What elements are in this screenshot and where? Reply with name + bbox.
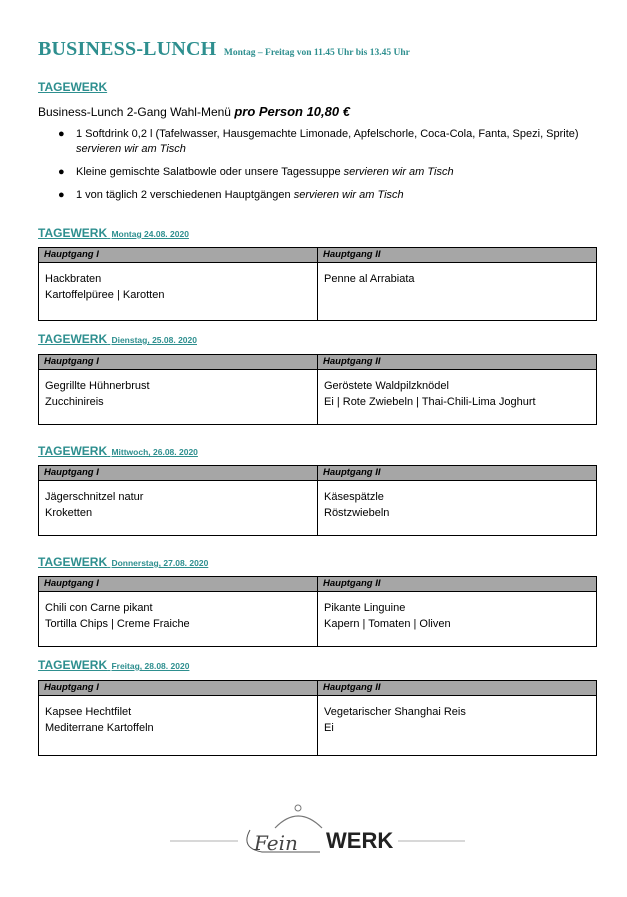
- dish-cell: [39, 263, 318, 321]
- day-date: Freitag, 28.08. 2020: [111, 661, 190, 671]
- menu-table-friday: [38, 680, 597, 756]
- day-heading-monday: [38, 226, 189, 240]
- day-title: TAGEWERK: [38, 226, 108, 240]
- column-header: Hauptgang I: [39, 248, 318, 263]
- dish-cell: [39, 370, 318, 425]
- bullet-icon: ●: [58, 189, 65, 201]
- day-heading-friday: [38, 658, 189, 672]
- bullet-text: 1 von täglich 2 verschiedenen Hauptgängen: [76, 189, 291, 201]
- logo-bold-text: WERK: [326, 828, 394, 853]
- intro-text: Business-Lunch 2-Gang Wahl-Menü: [38, 105, 231, 119]
- column-header: Hauptgang II: [318, 466, 597, 481]
- dish-name: Vegetarischer Shanghai Reis: [324, 706, 466, 718]
- day-title: TAGEWERK: [38, 555, 108, 569]
- menu-table-tuesday: [38, 354, 597, 425]
- bullet-note: servieren wir am Tisch: [293, 189, 404, 201]
- day-title: TAGEWERK: [38, 444, 108, 458]
- list-item: [58, 127, 588, 157]
- dish-cell: [39, 481, 318, 536]
- dish-side: Ei | Rote Zwiebeln | Thai-Chili-Lima Joghurt: [324, 396, 536, 408]
- bullet-list: [58, 127, 588, 211]
- day-date: Donnerstag, 27.08. 2020: [111, 558, 209, 568]
- day-date: Montag 24.08. 2020: [111, 229, 189, 239]
- bullet-icon: ●: [58, 128, 65, 140]
- column-header: Hauptgang II: [318, 355, 597, 370]
- dish-side: Kartoffelpüree | Karotten: [45, 289, 165, 301]
- bullet-icon: ●: [58, 166, 65, 178]
- dish-cell: [39, 592, 318, 647]
- logo-script-text: Fein: [254, 831, 298, 855]
- day-heading-wednesday: [38, 444, 198, 458]
- column-header: Hauptgang I: [39, 681, 318, 696]
- dish-name: Kapsee Hechtfilet: [45, 706, 132, 718]
- column-header: Hauptgang I: [39, 355, 318, 370]
- menu-table-wednesday: [38, 465, 597, 536]
- cloche-icon: [275, 816, 322, 828]
- intro-price: pro Person 10,80 €: [234, 104, 350, 119]
- dish-side: Kroketten: [45, 507, 93, 519]
- column-header: Hauptgang II: [318, 577, 597, 592]
- menu-table-monday: [38, 247, 597, 321]
- column-header: Hauptgang I: [39, 577, 318, 592]
- dish-side: Ei: [324, 722, 334, 734]
- column-header: Hauptgang II: [318, 248, 597, 263]
- intro-line: [38, 104, 350, 119]
- bullet-text: 1 Softdrink 0,2 l (Tafelwasser, Hausgemachte Limonade, Apfelschorle, Coca-Cola, Fanta, Spezi, Sprite): [76, 128, 579, 140]
- page-subtitle: Montag – Freitag von 11.45 Uhr bis 13.45 Uhr: [223, 48, 410, 58]
- dish-cell: [318, 370, 597, 425]
- day-title: TAGEWERK: [38, 332, 108, 346]
- dish-side: Kapern | Tomaten | Oliven: [324, 618, 451, 630]
- dish-cell: [318, 263, 597, 321]
- dish-side: Röstzwiebeln: [324, 507, 390, 519]
- dish-cell: [39, 696, 318, 756]
- column-header: Hauptgang I: [39, 466, 318, 481]
- list-item: [58, 165, 588, 180]
- day-heading-thursday: [38, 555, 208, 569]
- bullet-text: Kleine gemischte Salatbowle oder unsere Tagessuppe: [76, 166, 341, 178]
- dish-side: Mediterrane Kartoffeln: [45, 722, 154, 734]
- cloche-knob-icon: [295, 805, 301, 811]
- dish-name: Gegrillte Hühnerbrust: [45, 380, 150, 392]
- dish-name: Pikante Linguine: [324, 602, 406, 614]
- dish-side: Zucchinireis: [45, 396, 104, 408]
- menu-table-thursday: [38, 576, 597, 647]
- bullet-note: servieren wir am Tisch: [76, 143, 186, 155]
- dish-name: Geröstete Waldpilzknödel: [324, 380, 449, 392]
- title-row: [38, 38, 410, 61]
- dish-side: Tortilla Chips | Creme Fraiche: [45, 618, 190, 630]
- feinwerk-logo: [170, 800, 465, 860]
- dish-name: Penne al Arrabiata: [324, 273, 415, 285]
- day-date: Dienstag, 25.08. 2020: [111, 335, 197, 345]
- dish-name: Chili con Carne pikant: [45, 602, 153, 614]
- dish-name: Hackbraten: [45, 273, 102, 285]
- dish-name: Jägerschnitzel natur: [45, 491, 144, 503]
- intro-section-title: TAGEWERK: [38, 80, 108, 94]
- dish-cell: [318, 696, 597, 756]
- page-title: BUSINESS-LUNCH: [38, 38, 217, 60]
- column-header: Hauptgang II: [318, 681, 597, 696]
- day-title: TAGEWERK: [38, 658, 108, 672]
- dish-cell: [318, 592, 597, 647]
- list-item: [58, 188, 588, 203]
- dish-name: Käsespätzle: [324, 491, 384, 503]
- dish-cell: [318, 481, 597, 536]
- day-date: Mittwoch, 26.08. 2020: [111, 447, 198, 457]
- bullet-note: servieren wir am Tisch: [343, 166, 454, 178]
- day-heading-tuesday: [38, 332, 197, 346]
